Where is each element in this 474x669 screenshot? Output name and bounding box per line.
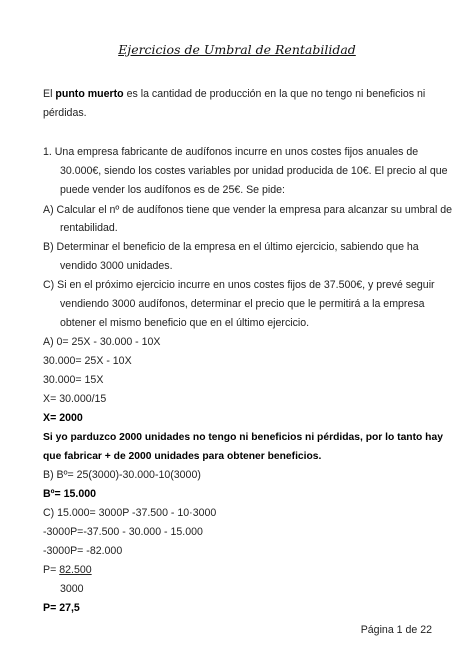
question-a-line-2: rentabilidad. <box>60 222 118 234</box>
question-c-line-2: vendiendo 3000 audífonos, determinar el precio que le permitirá a la empresa <box>60 298 425 310</box>
question-a-line-1: A) Calcular el nº de audífonos tiene que vender la empresa para alcanzar su umbral de <box>43 204 453 216</box>
exercise-line-3: puede vender los audífonos es de 25€. Se pide: <box>60 184 285 196</box>
exercise-line-2: 30.000€, siendo los costes variables por unidad producida de 10€. El precio al que <box>60 165 448 177</box>
solution-c-line-3: -3000P= -82.000 <box>43 545 123 557</box>
solution-c-line-1: C) 15.000= 3000P -37.500 - 10·3000 <box>43 507 217 519</box>
solution-a-line-3: 30.000= 15X <box>43 374 104 386</box>
document-title: Ejercicios de Umbral de Rentabilidad <box>118 42 356 57</box>
page-number: Página 1 de 22 <box>360 624 432 636</box>
solution-a-line-4: X= 30.000/15 <box>43 393 107 405</box>
solution-c-fraction-denominator: 3000 <box>60 583 84 595</box>
solution-c-fraction-numerator: P= 82.500 <box>43 564 92 576</box>
intro-line-2: pérdidas. <box>43 107 87 119</box>
solution-a-conclusion-2: que fabricar + de 2000 unidades para obtener beneficios. <box>43 451 322 462</box>
exercise-line-1: 1. Una empresa fabricante de audífonos incurre en unos costes fijos anuales de <box>43 146 419 158</box>
solution-a-conclusion-1: Si yo parduzco 2000 unidades no tengo ni beneficios ni pérdidas, por lo tanto hay <box>43 432 443 443</box>
solution-c-result: P= 27,5 <box>43 602 80 614</box>
question-b-line-2: vendido 3000 unidades. <box>60 260 173 272</box>
solution-b-result: Bº= 15.000 <box>43 488 97 500</box>
question-b-line-1: B) Determinar el beneficio de la empresa en el último ejercicio, sabiendo que ha <box>43 241 419 253</box>
question-c-line-1: C) Si en el próximo ejercicio incurre en unos costes fijos de 37.500€, y prevé seguir <box>43 279 435 291</box>
solution-b-line-1: B) Bº= 25(3000)-30.000-10(3000) <box>43 469 201 481</box>
punto-muerto-term: punto muerto <box>55 88 124 100</box>
solution-a-line-1: A) 0= 25X - 30.000 - 10X <box>43 336 161 348</box>
solution-a-result: X= 2000 <box>43 412 83 424</box>
solution-a-line-2: 30.000= 25X - 10X <box>43 355 132 367</box>
question-c-line-3: obtener el mismo beneficio que en el último ejercicio. <box>60 317 310 329</box>
solution-c-line-2: -3000P=-37.500 - 30.000 - 15.000 <box>43 526 203 538</box>
intro-line-1: El punto muerto es la cantidad de producción en la que no tengo ni beneficios ni <box>43 88 426 100</box>
